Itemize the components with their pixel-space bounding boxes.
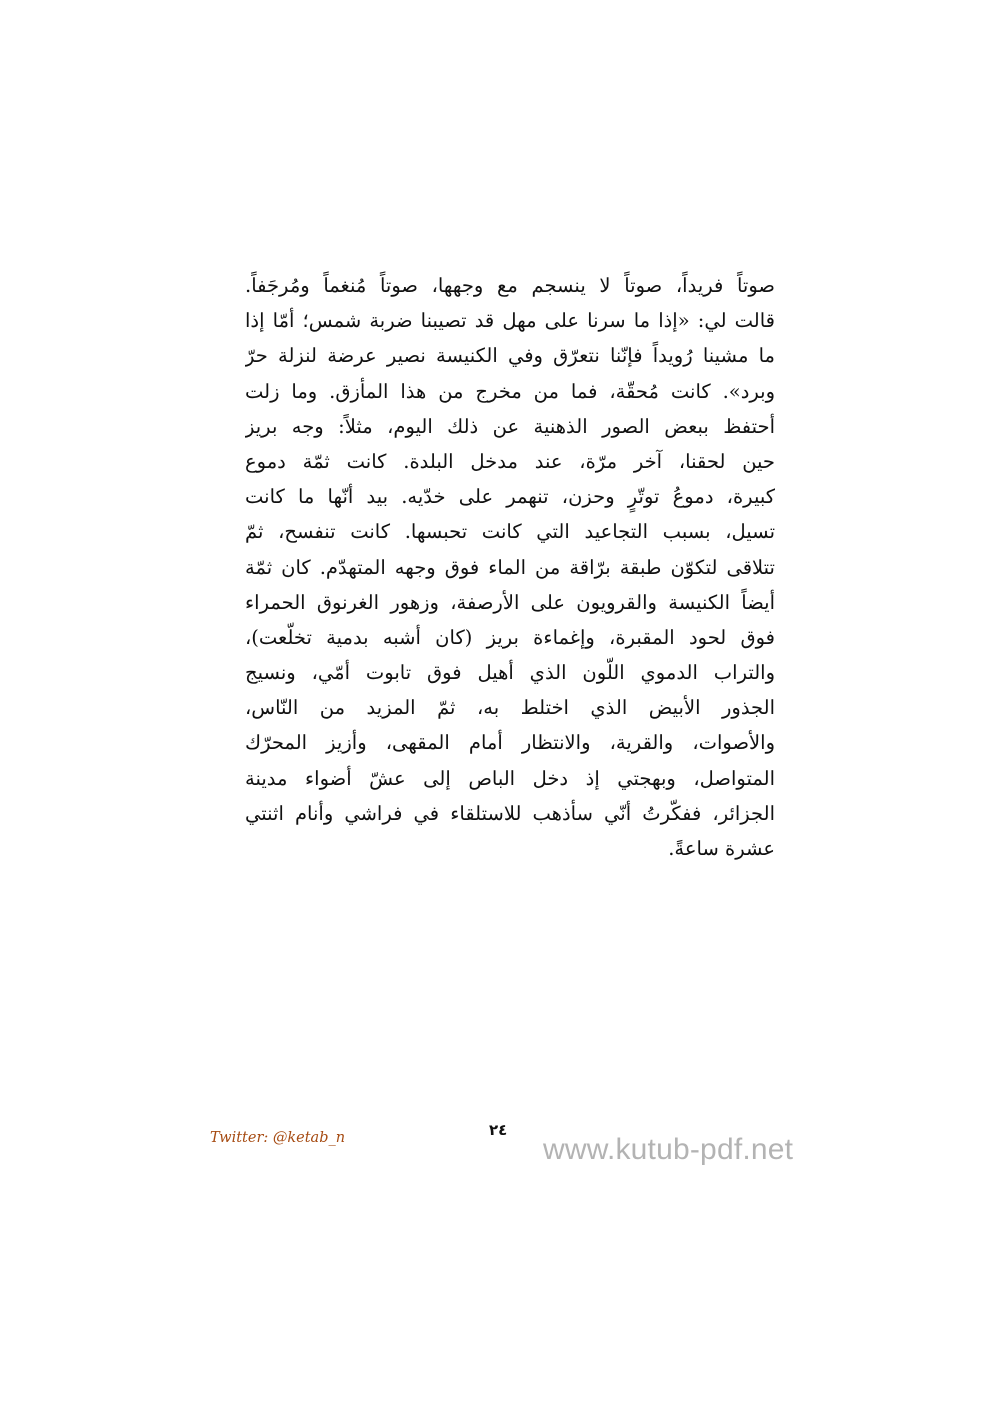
text-line: والأصوات، والقرية، والانتظار أمام المقهى، وأزيز المحرّك <box>245 731 775 755</box>
text-line-last: عشرة ساعةً. <box>668 837 775 860</box>
text-line: أيضاً الكنيسة والقرويون على الأرصفة، وزهور الغرنوق الحمراء <box>245 590 775 614</box>
text-line: كبيرة، دموعُ توتّرٍ وحزن، تنهمر على خدّيه. بيد أنّها ما كانت <box>245 485 775 509</box>
text-line: قالت لي: «إذا ما سرنا على مهل قد تصيبنا ضربة شمس؛ أمّا إذا <box>245 309 775 333</box>
text-line: ما مشينا رُويداً فإنّنا نتعرّق وفي الكنيسة نصير عرضة لنزلة حرّ <box>245 344 775 368</box>
body-paragraph <box>245 268 775 866</box>
text-line: تسيل، بسبب التجاعيد التي كانت تحبسها. كانت تنفسح، ثمّ <box>245 520 775 544</box>
text-line: المتواصل، وبهجتي إذ دخل الباص إلى عشّ أضواء مدينة <box>245 766 775 790</box>
text-line: تتلاقى لتكوّن طبقة برّاقة من الماء فوق وجهه المتهدّم. كان ثمّة <box>245 555 775 579</box>
text-line: والتراب الدموي اللّون الذي أهيل فوق تابوت أمّي، ونسيج <box>245 661 775 685</box>
page-number: ٢٤ <box>489 1121 508 1139</box>
twitter-handle: Twitter: @ketab_n <box>210 1130 346 1146</box>
text-line: حين لحقنا، آخر مرّة، عند مدخل البلدة. كانت ثمّة دموع <box>245 449 775 473</box>
text-line: صوتاً فريداً، صوتاً لا ينسجم مع وجهها، صوتاً مُنغماً ومُرجَفاً. <box>245 274 775 297</box>
website-watermark: www.kutub-pdf.net <box>543 1133 794 1166</box>
text-line: الجذور الأبيض الذي اختلط به، ثمّ المزيد من النّاس، <box>245 696 775 720</box>
text-line: الجزائر، ففكّرتُ أنّي سأذهب للاستلقاء في فراشي وأنام اثنتي <box>245 801 775 825</box>
text-line: فوق لحود المقبرة، وإغماءة بريز (كان أشبه بدمية تخلّعت)، <box>245 625 775 649</box>
text-line: أحتفظ ببعض الصور الذهنية عن ذلك اليوم، مثلاً: وجه بريز <box>245 414 775 438</box>
text-line: وبرد». كانت مُحقّة، فما من مخرج من هذا المأزق. وما زلت <box>245 379 775 403</box>
